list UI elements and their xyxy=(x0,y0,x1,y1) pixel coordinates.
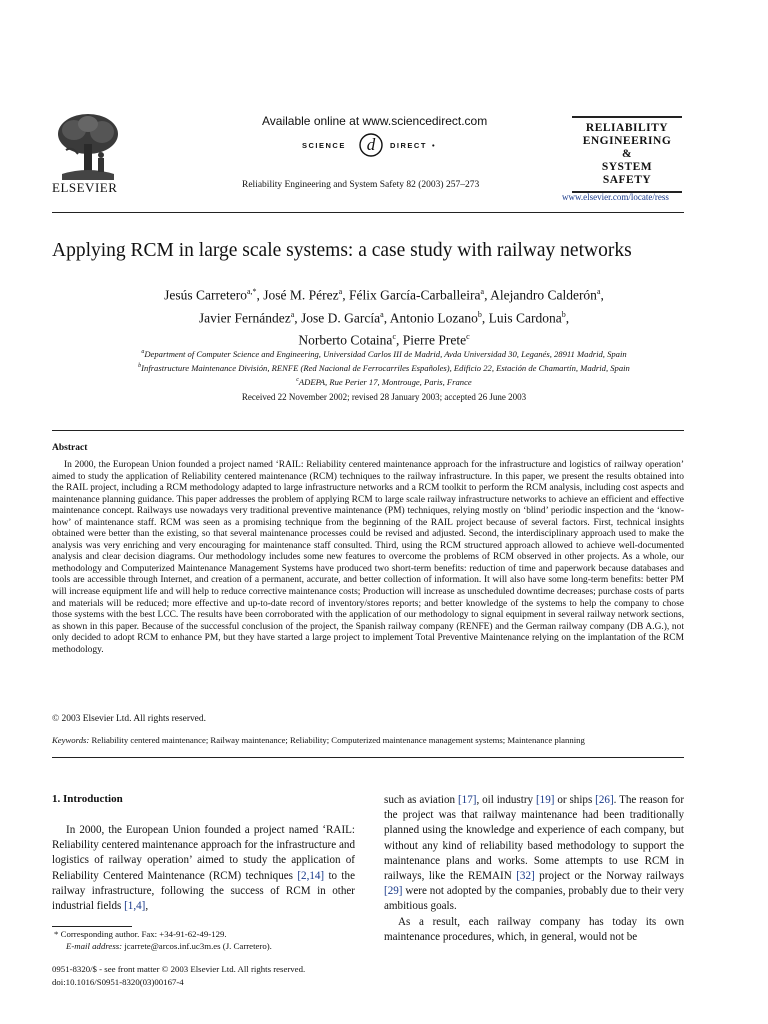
affiliation-text: Department of Computer Science and Engineering, Universidad Carlos III de Madrid, Avda Universidad 30, Leganés, 28911 Madrid, Spain xyxy=(144,348,627,359)
citation-link[interactable]: [32] xyxy=(516,870,535,883)
paragraph-text: or ships xyxy=(554,794,596,806)
author-name: José M. Pérez xyxy=(263,287,339,303)
doi-line[interactable]: doi:10.1016/S0951-8320(03)00167-4 xyxy=(52,976,184,987)
author-name: Félix García-Carballeira xyxy=(348,287,481,303)
page-footer xyxy=(52,963,452,988)
email-label: E-mail address: xyxy=(66,940,123,951)
paragraph-text: , oil industry xyxy=(476,794,536,806)
journal-reference: Reliability Engineering and System Safety 82 (2003) 257–273 xyxy=(242,180,480,190)
author-name: Jose D. García xyxy=(301,310,381,325)
sciencedirect-right-word: DIRECT xyxy=(390,141,427,150)
author-name: Javier Fernández xyxy=(198,310,291,325)
available-online-text[interactable]: Available online at www.sciencedirect.com xyxy=(262,114,488,128)
paragraph-text: project or the Norway railways xyxy=(534,870,684,883)
body-left-column xyxy=(52,793,355,914)
author-name: Pierre Prete xyxy=(402,332,467,348)
author-name: Jesús Carretero xyxy=(164,287,247,303)
author-affiliation-mark: a xyxy=(290,309,295,319)
author-affiliation-mark: a,* xyxy=(246,287,257,296)
citation-link[interactable]: [2,14] xyxy=(297,869,325,882)
author-list xyxy=(52,282,716,350)
affiliation-text: ADEPA, Rue Perier 17, Montrouge, Paris, France xyxy=(298,376,472,387)
corresponding-author-line: * Corresponding author. Fax: +34-91-62-49-129. xyxy=(54,929,227,939)
abstract-copyright: © 2003 Elsevier Ltd. All rights reserved. xyxy=(52,714,206,724)
author-affiliation-mark: a xyxy=(338,287,343,296)
publisher-wordmark: ELSEVIER xyxy=(52,180,118,195)
sciencedirect-left-word: SCIENCE xyxy=(302,141,346,150)
section-heading-introduction: 1. Introduction xyxy=(52,793,123,805)
affiliation-mark: a xyxy=(141,349,145,355)
journal-url-link[interactable]: www.elsevier.com/locate/ress xyxy=(562,192,669,202)
affiliation-list xyxy=(52,346,716,388)
paragraph-text: . The reason for the project was that railway maintenance had been traditionally planned using the knowledge and experience of each company, but without any kind of reliability based methodology to support the maintenance plans and works. Some attempts to use RCM in railways, like the REMAIN xyxy=(384,794,685,883)
abstract-heading: Abstract xyxy=(52,443,88,453)
svg-text:d: d xyxy=(366,135,376,154)
author-affiliation-mark: c xyxy=(392,332,396,341)
journal-title-box xyxy=(572,116,682,193)
keywords-line xyxy=(52,735,692,745)
elsevier-tree-logo xyxy=(52,110,124,182)
affiliation-line xyxy=(52,374,716,388)
journal-box-line: RELIABILITY xyxy=(585,122,669,134)
header-divider xyxy=(52,212,684,213)
citation-link[interactable]: [1,4] xyxy=(124,900,146,913)
journal-box-line: SYSTEM xyxy=(601,161,653,173)
author-affiliation-mark: b xyxy=(477,309,482,319)
received-dates: Received 22 November 2002; revised 28 January 2003; accepted 26 June 2003 xyxy=(241,392,527,402)
citation-link[interactable]: [26] xyxy=(595,794,614,806)
citation-link[interactable]: [17] xyxy=(457,794,477,806)
author-separator: , xyxy=(256,287,264,303)
corresponding-author-footnote xyxy=(52,929,355,952)
affiliation-mark: c xyxy=(296,376,299,383)
affiliation-line xyxy=(52,360,716,374)
sciencedirect-dot-icon: • xyxy=(432,141,437,150)
author-affiliation-mark: a xyxy=(480,287,485,296)
journal-box-line: & xyxy=(621,148,633,160)
author-separator: , xyxy=(481,310,489,325)
intro-paragraph-right-2: As a result, each railway company has today its own maintenance procedures, which, in general, would not be xyxy=(384,915,684,943)
keywords-text: Reliability centered maintenance; Railway maintenance; Reliability; Computerized maintenance management systems; Maintenance planning xyxy=(91,735,585,745)
email-address-link[interactable]: jcarrete@arcos.inf.uc3m.es (J. Carretero). xyxy=(124,940,272,951)
paragraph-text: were not adopted by the companies, probably due to their very ambitious goals. xyxy=(384,885,684,913)
author-name: Luis Cardona xyxy=(488,310,562,325)
paragraph-text: In 2000, the European Union founded a project named ‘RAIL: Reliability centered maintenance approach for the infrastructure and logistics of railway operation’ aimed to study the application of Reliability Centered Maintenance (RCM) techniques xyxy=(52,824,355,882)
author-separator: , xyxy=(383,310,390,325)
author-separator: , xyxy=(294,310,302,325)
author-line xyxy=(52,282,716,305)
affiliation-mark: b xyxy=(138,362,142,369)
abstract-bottom-divider xyxy=(52,757,684,758)
footnote-divider xyxy=(52,926,132,927)
author-affiliation-mark: a xyxy=(380,309,384,319)
paragraph-text: , xyxy=(145,900,149,913)
body-right-column xyxy=(384,793,684,945)
author-affiliation-mark: b xyxy=(561,309,566,319)
affiliation-text: Infrastructure Maintenance División, RENFE (Red Nacional de Ferrocarriles Españoles), Edificio 22, Estación de Chamartín, Madrid, Spain xyxy=(141,362,630,373)
sciencedirect-d-icon xyxy=(358,132,384,158)
paragraph-text: such as aviation xyxy=(384,794,458,806)
author-name: Norberto Cotaina xyxy=(298,332,393,348)
issn-line: 0951-8320/$ - see front matter © 2003 Elsevier Ltd. All rights reserved. xyxy=(52,964,306,974)
author-separator: , xyxy=(600,287,604,303)
abstract-top-divider xyxy=(52,430,684,431)
author-name: Alejandro Calderón xyxy=(490,287,597,303)
author-separator: , xyxy=(565,310,570,325)
journal-box-line: SAFETY xyxy=(602,174,652,186)
author-affiliation-mark: a xyxy=(596,287,601,296)
abstract-text: In 2000, the European Union founded a project named ‘RAIL: Reliability centered maintenance approach for the infrastructure and logistics of railway operation’ aimed to study the application of Reliability centered maintenance (RCM) techniques to the railway infrastructure. In this paper, we present the results obtained into the RAIL project, including a RCM methodology adapted to large infrastructure networks and a RCM toolkit to perform the RCM analysis, including cost aspects and maintenance planning guidance. This paper addresses the problem of applying RCM to large scale railway infrastructure networks to achieve an efficient and effective maintenance concept. Railways use nowadays very traditional preventive maintenance (PM) techniques, relying mostly on ‘blind’ periodic inspection and the ‘know-how’ of maintenance staff. RCM was seen as a promising technique from the beginning of the RAIL project because of several factors. First, technical insights obtained were better than the existing, so that several maintenance processes could be revised and adjusted. Second, the interdisciplinary approach used to make the analysis was very enriching and very encouraging for maintenance staff consulted. Third, using the RCM structured approach allowed to achieve well-documented analysis and clear decision diagrams. Our methodology includes some new features to overcome the problems of RCM observed in other projects. As a whole, our methodology and Computerized Maintenance Management Systems have produced two short-term benefits: reduction of time and paperwork because databases and tools are accessible through Internet, and creation of a permanent, accurate, and better collection of information. It will also have some long-term benefits: better PM will increase equipment life and will help to reduce corrective maintenance costs; Production will increase as unscheduled downtime decreases; purchase costs of parts and materials will be reduced; more effective and up-to-date record of inventory/stores reports; and better knowledge of the systems to help the company to chose those systems with the best LCC. The results have been corroborated with the application of our methodology to signal equipment in several railway network sections, as shown in this paper. Because of the successful conclusion of the project, the Spanish railway company (RENFE) and the German railway company (DB A.G.), not only decided to adopt RCM to enhance PM, but they have started a large project to implement Total Preventive Maintenance relying on the implantation of the RCM methodology. xyxy=(52,460,684,655)
author-line xyxy=(52,305,716,328)
sciencedirect-logo xyxy=(296,132,476,158)
keywords-label: Keywords: xyxy=(52,735,90,745)
author-separator: , xyxy=(484,287,491,303)
paragraph-text: to the railway infrastructure, following the success of RCM in other industrial fields xyxy=(52,869,355,913)
author-name: Antonio Lozano xyxy=(389,310,478,325)
journal-box-line: ENGINEERING xyxy=(582,135,672,147)
intro-paragraph-right-1 xyxy=(384,793,684,915)
author-separator: , xyxy=(396,332,403,348)
article-title: Applying RCM in large scale systems: a case study with railway networks xyxy=(52,240,632,261)
intro-paragraph-left xyxy=(52,823,355,914)
citation-link[interactable]: [29] xyxy=(384,885,403,898)
citation-link[interactable]: [19] xyxy=(535,794,555,806)
author-affiliation-mark: c xyxy=(466,332,470,341)
author-separator: , xyxy=(342,287,349,303)
affiliation-line xyxy=(52,346,716,360)
